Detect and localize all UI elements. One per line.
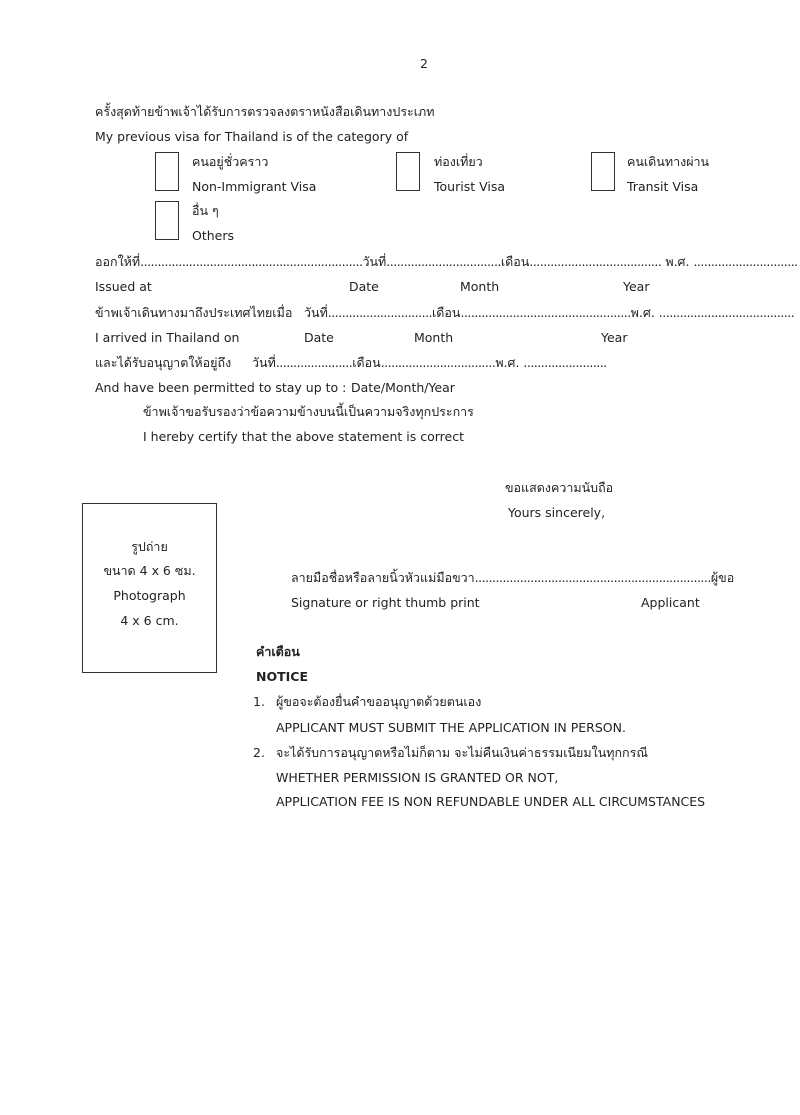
signature-label-en: Signature or right thumb print bbox=[291, 595, 480, 610]
arrival-fields-th bbox=[304, 305, 794, 321]
issued-month-label: เดือน bbox=[500, 254, 530, 269]
arrival-year-label: พ.ศ. bbox=[630, 305, 655, 320]
issued-month-en: Month bbox=[460, 279, 500, 294]
previous-visa-heading-th: ครั้งสุดท้ายข้าพเจ้าได้รับการตรวจลงตราหนังสือเดินทางประเภท bbox=[95, 104, 435, 119]
option-non-immigrant-th: คนอยู่ชั่วคราว bbox=[192, 154, 269, 169]
permitted-value-en: Date/Month/Year bbox=[351, 380, 455, 395]
signature-line-th bbox=[291, 570, 734, 586]
issued-month-field[interactable]: ...................................... bbox=[529, 254, 662, 269]
option-non-immigrant-en: Non-Immigrant Visa bbox=[192, 179, 317, 194]
applicant-label-en: Applicant bbox=[641, 595, 700, 610]
checkbox-non-immigrant[interactable] bbox=[155, 152, 179, 191]
issued-place-field[interactable]: ................................................................ bbox=[140, 254, 363, 269]
permitted-label-en: And have been permitted to stay up to : bbox=[95, 380, 347, 395]
issued-year-field[interactable]: .............................. bbox=[693, 254, 798, 269]
option-others-th: อื่น ๆ bbox=[192, 203, 219, 218]
arrival-label-th: ข้าพเจ้าเดินทางมาถึงประเทศไทยเมื่อ bbox=[95, 305, 293, 320]
notice-item-2-th: จะได้รับการอนุญาตหรือไม่ก็ตาม จะไม่คืนเงินค่าธรรมเนียมในทุกกรณี bbox=[276, 745, 648, 760]
closing-th: ขอแสดงความนับถือ bbox=[505, 480, 614, 495]
previous-visa-heading-en: My previous visa for Thailand is of the category of bbox=[95, 129, 409, 144]
arrival-date-en: Date bbox=[304, 330, 334, 345]
certify-th: ข้าพเจ้าขอรับรองว่าข้อความข้างบนนี้เป็นความจริงทุกประการ bbox=[143, 404, 474, 419]
photo-box bbox=[82, 503, 217, 673]
certify-en: I hereby certify that the above statement is correct bbox=[143, 429, 464, 444]
signature-field[interactable]: .................................................................... bbox=[474, 570, 711, 585]
option-tourist-en: Tourist Visa bbox=[434, 179, 506, 194]
arrival-date-label: วันที่ bbox=[304, 305, 328, 320]
permitted-date-field[interactable]: ...................... bbox=[275, 355, 353, 370]
permitted-month-field[interactable]: ................................. bbox=[380, 355, 496, 370]
notice-item-1-en: APPLICANT MUST SUBMIT THE APPLICATION IN PERSON. bbox=[276, 720, 626, 735]
arrival-month-field[interactable]: ................................................. bbox=[460, 305, 631, 320]
option-tourist-th: ท่องเที่ยว bbox=[434, 154, 483, 169]
permitted-label-th: และได้รับอนุญาตให้อยู่ถึง bbox=[95, 355, 232, 370]
issued-year-en: Year bbox=[623, 279, 650, 294]
notice-item-1-th: ผู้ขอจะต้องยื่นคำขออนุญาตด้วยตนเอง bbox=[276, 694, 482, 709]
checkbox-tourist[interactable] bbox=[396, 152, 420, 191]
signature-label-th: ลายมือชื่อหรือลายนิ้วหัวแม่มือขวา bbox=[291, 570, 475, 585]
notice-item-2-en-2: APPLICATION FEE IS NON REFUNDABLE UNDER ALL CIRCUMSTANCES bbox=[276, 794, 706, 809]
notice-item-2-en-1: WHETHER PERMISSION IS GRANTED OR NOT, bbox=[276, 770, 559, 785]
issued-line-th bbox=[95, 254, 798, 270]
checkbox-transit[interactable] bbox=[591, 152, 615, 191]
arrival-year-field[interactable]: ....................................... bbox=[658, 305, 795, 320]
closing-en: Yours sincerely, bbox=[508, 505, 606, 520]
arrival-date-field[interactable]: .............................. bbox=[327, 305, 433, 320]
checkbox-others[interactable] bbox=[155, 201, 179, 240]
permitted-fields-th bbox=[252, 355, 607, 371]
notice-title-en: NOTICE bbox=[256, 669, 308, 684]
permitted-date-label: วันที่ bbox=[252, 355, 276, 370]
arrival-label-en: I arrived in Thailand on bbox=[95, 330, 240, 345]
arrival-year-en: Year bbox=[601, 330, 628, 345]
issued-label-en: Issued at bbox=[95, 279, 152, 294]
option-transit-th: คนเดินทางผ่าน bbox=[627, 154, 710, 169]
notice-item-1-num: 1. bbox=[253, 694, 265, 709]
permitted-year-field[interactable]: ........................ bbox=[523, 355, 607, 370]
issued-date-field[interactable]: ................................. bbox=[386, 254, 501, 269]
issued-place-label: ออกให้ที่ bbox=[95, 254, 141, 269]
arrival-month-label: เดือน bbox=[432, 305, 461, 320]
arrival-month-en: Month bbox=[414, 330, 454, 345]
notice-title-th: คำเตือน bbox=[256, 644, 300, 659]
issued-date-en: Date bbox=[349, 279, 379, 294]
photo-label-en: Photograph bbox=[113, 588, 186, 603]
applicant-label-th: ผู้ขอ bbox=[710, 570, 735, 585]
photo-size-th: ขนาด 4 x 6 ซม. bbox=[103, 563, 196, 578]
photo-size-en: 4 x 6 cm. bbox=[120, 613, 179, 628]
option-others-en: Others bbox=[192, 228, 235, 243]
issued-year-label: พ.ศ. bbox=[665, 254, 690, 269]
permitted-year-label: พ.ศ. bbox=[495, 355, 520, 370]
photo-label-th: รูปถ่าย bbox=[131, 539, 168, 554]
page-number: 2 bbox=[420, 56, 428, 71]
option-transit-en: Transit Visa bbox=[627, 179, 699, 194]
permitted-month-label: เดือน bbox=[352, 355, 381, 370]
issued-date-label: วันที่ bbox=[362, 254, 387, 269]
notice-item-2-num: 2. bbox=[253, 745, 265, 760]
